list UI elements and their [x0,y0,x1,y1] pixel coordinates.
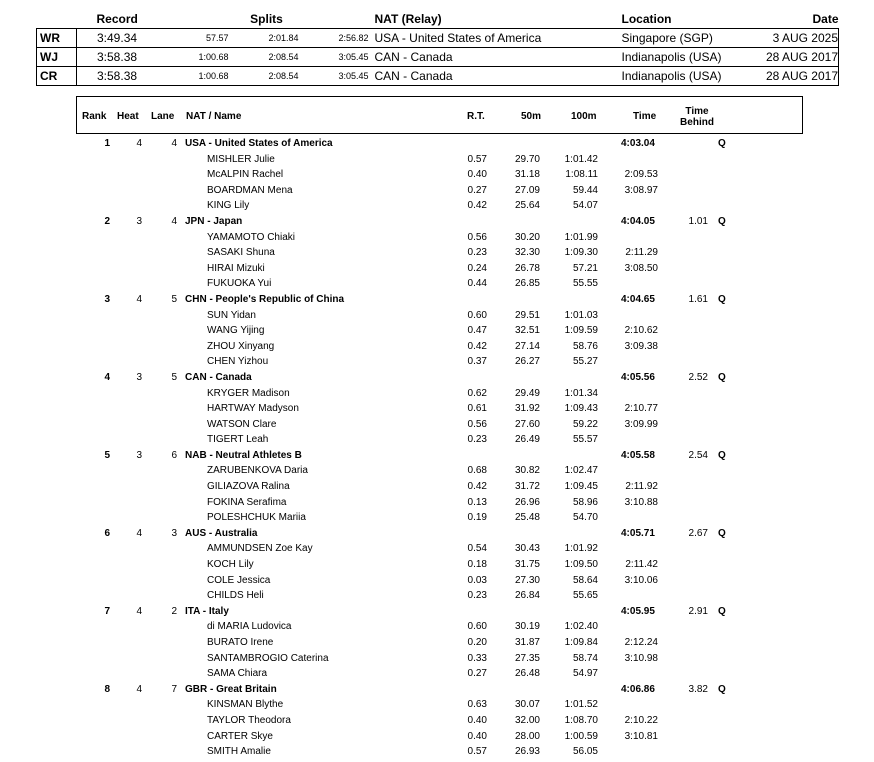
swimmer-row [0,433,874,449]
swimmer-split-50m: 27.30 [514,574,540,586]
record-code: WR [37,29,77,48]
swimmer-split-100m: 58.96 [572,496,598,508]
swimmer-row [0,667,874,683]
swimmer-name: KOCH Lily [207,559,254,571]
swimmer-reaction-time: 0.13 [467,496,487,508]
swimmer-cumulative-time: 2:11.92 [625,481,658,493]
swimmer-cumulative-time: 2:12.24 [624,637,658,648]
record-s2: 2:08.54 [235,67,305,86]
swimmer-cumulative-time: 2:11.42 [625,559,658,571]
swimmer-row [0,511,874,527]
swimmer-name: POLESHCHUK Mariia [207,512,306,524]
swimmer-split-50m: 30.43 [514,543,540,555]
record-time: 3:49.34 [77,29,159,48]
swimmer-split-50m: 28.00 [514,730,540,742]
swimmer-reaction-time: 0.68 [467,465,487,477]
swimmer-split-100m: 1:01.52 [564,699,598,711]
team-time-behind: 3.82 [688,683,708,695]
col-heat: Heat [117,111,139,122]
team-time-behind: 2.54 [688,449,708,461]
team-heat: 3 [136,215,142,227]
swimmer-reaction-time: 0.57 [467,153,487,165]
swimmer-name: HIRAI Mizuki [207,262,265,274]
swimmer-split-100m: 55.65 [572,590,598,602]
swimmer-name: CHILDS Heli [207,590,264,602]
col-nat-name: NAT / Name [186,111,242,122]
swimmer-row [0,730,874,746]
swimmer-name: TAYLOR Theodora [207,714,291,726]
swimmer-name: SAMA Chiara [207,668,268,680]
swimmer-split-100m: 59.22 [572,418,598,430]
team-rank: 4 [104,371,110,383]
swimmer-split-50m: 31.72 [514,481,540,493]
swimmer-split-50m: 27.60 [514,418,540,430]
team-row [0,683,874,699]
team-heat: 4 [136,293,142,305]
swimmer-split-50m: 30.82 [514,465,540,477]
col-rank: Rank [82,111,107,122]
swimmer-name: ZHOU Xinyang [207,340,275,352]
swimmer-name: WATSON Clare [207,418,277,430]
swimmer-cumulative-time: 3:08.50 [624,262,658,274]
qualified-badge: Q [718,449,726,461]
swimmer-row [0,340,874,356]
col-time-behind-line2: Behind [680,117,714,128]
record-code: CR [37,67,77,86]
swimmer-row [0,199,874,215]
team-nat: CHN - People's Republic of China [185,293,345,305]
swimmer-split-100m: 1:01.03 [564,309,598,321]
swimmer-row [0,745,874,761]
team-row [0,137,874,153]
swimmer-name: CHEN Yizhou [207,356,269,368]
swimmer-reaction-time: 0.40 [467,714,487,726]
records-header-row [37,10,839,29]
swimmer-name: KRYGER Madison [207,387,290,399]
swimmer-name: SUN Yidan [207,309,256,321]
swimmer-split-100m: 1:02.47 [564,465,598,477]
records-header-location: Location [621,12,672,26]
swimmer-row [0,153,874,169]
swimmer-reaction-time: 0.40 [467,169,487,181]
team-nat: AUS - Australia [185,527,258,539]
swimmer-split-50m: 27.14 [514,340,540,352]
swimmer-split-50m: 31.87 [514,637,540,648]
swimmer-row [0,309,874,325]
qualified-badge: Q [718,371,726,383]
team-heat: 4 [136,605,142,617]
swimmer-split-50m: 25.48 [514,512,540,524]
swimmer-reaction-time: 0.57 [467,746,487,758]
qualified-badge: Q [718,138,726,149]
swimmer-split-100m: 1:01.99 [564,231,598,243]
team-row [0,527,874,543]
record-nat: CAN - Canada [375,48,622,67]
swimmer-split-50m: 32.51 [514,325,540,337]
swimmer-name: KING Lily [207,200,250,212]
team-lane: 7 [171,683,177,695]
swimmer-reaction-time: 0.27 [467,668,487,680]
record-row [37,48,839,67]
qualified-badge: Q [718,215,726,227]
swimmer-split-100m: 54.07 [572,200,598,212]
swimmer-row [0,496,874,512]
swimmer-split-50m: 27.35 [514,652,540,664]
swimmer-reaction-time: 0.27 [467,184,487,196]
swimmer-row [0,402,874,418]
swimmer-cumulative-time: 3:09.99 [624,418,658,430]
swimmer-name: SANTAMBROGIO Caterina [207,652,329,664]
team-lane: 2 [171,605,177,617]
team-nat: CAN - Canada [185,371,252,383]
swimmer-split-50m: 30.07 [514,699,540,711]
swimmer-split-100m: 1:00.59 [564,730,598,742]
swimmer-split-50m: 26.84 [514,590,540,602]
swimmer-split-100m: 1:02.40 [564,621,598,633]
swimmer-row [0,574,874,590]
record-s1: 1:00.68 [159,48,235,67]
swimmer-row [0,231,874,247]
team-heat: 4 [136,527,142,539]
team-time: 4:04.65 [621,293,655,305]
team-row [0,449,874,465]
record-s1: 1:00.68 [159,67,235,86]
swimmer-split-50m: 31.18 [514,169,540,181]
swimmer-split-50m: 29.49 [514,387,540,399]
swimmer-reaction-time: 0.61 [467,403,487,415]
swimmer-split-50m: 32.00 [514,714,540,726]
swimmer-split-100m: 57.21 [572,262,598,274]
swimmer-name: GILIAZOVA Ralina [207,481,290,493]
record-row [37,67,839,86]
swimmer-name: di MARIA Ludovica [207,621,292,633]
team-row [0,371,874,387]
records-header-record: Record [96,12,138,26]
swimmer-row [0,184,874,200]
swimmer-row [0,542,874,558]
swimmer-row [0,246,874,262]
swimmer-reaction-time: 0.62 [467,387,487,399]
swimmer-name: KINSMAN Blythe [207,699,284,711]
team-row [0,215,874,231]
swimmer-reaction-time: 0.60 [467,309,487,321]
swimmer-split-100m: 56.05 [572,746,598,758]
swimmer-split-100m: 1:09.59 [564,325,598,337]
swimmer-reaction-time: 0.18 [467,559,487,571]
swimmer-row [0,558,874,574]
swimmer-row [0,652,874,668]
qualified-badge: Q [718,605,726,617]
record-s2: 2:08.54 [235,48,305,67]
swimmer-reaction-time: 0.33 [467,652,487,664]
swimmer-split-50m: 26.96 [514,496,540,508]
swimmer-split-50m: 26.85 [514,278,540,290]
team-row [0,293,874,309]
swimmer-split-100m: 1:08.11 [565,169,598,181]
swimmer-row [0,620,874,636]
record-code: WJ [37,48,77,67]
swimmer-row [0,714,874,730]
swimmer-name: WANG Yijing [207,325,265,337]
swimmer-reaction-time: 0.42 [467,340,487,352]
record-time: 3:58.38 [77,67,159,86]
swimmer-reaction-time: 0.63 [467,699,487,711]
col-time: Time [633,111,657,122]
swimmer-row [0,262,874,278]
record-s2: 2:01.84 [235,29,305,48]
records-header-splits: Splits [250,12,283,26]
record-location: Singapore (SGP) [622,29,762,48]
swimmer-split-100m: 54.70 [572,512,598,524]
swimmer-split-50m: 26.48 [514,668,540,680]
records-header-date: Date [812,12,839,26]
team-lane: 5 [171,293,177,305]
team-rank: 1 [104,138,110,149]
swimmer-row [0,277,874,293]
swimmer-split-100m: 1:09.84 [564,637,598,648]
swimmer-split-100m: 1:09.43 [564,403,598,415]
swimmer-reaction-time: 0.03 [467,574,487,586]
swimmer-row [0,355,874,371]
swimmer-cumulative-time: 3:10.98 [624,652,658,664]
swimmer-split-50m: 26.27 [514,356,540,368]
swimmer-reaction-time: 0.37 [467,356,487,368]
swimmer-split-50m: 26.93 [514,746,540,758]
team-nat: GBR - Great Britain [185,683,277,695]
swimmer-split-50m: 29.51 [514,309,540,321]
swimmer-reaction-time: 0.54 [467,543,487,555]
swimmer-cumulative-time: 2:11.29 [625,247,658,259]
swimmer-name: AMMUNDSEN Zoe Kay [207,543,313,555]
swimmer-split-50m: 26.78 [514,262,540,274]
swimmer-row [0,480,874,496]
team-time-behind: 2.67 [688,527,708,539]
team-rank: 6 [104,527,110,539]
swimmer-cumulative-time: 3:09.38 [624,340,658,352]
record-location: Indianapolis (USA) [622,67,762,86]
swimmer-split-50m: 31.92 [514,403,540,415]
swimmer-row [0,418,874,434]
team-nat: ITA - Italy [185,605,229,617]
swimmer-name: FOKINA Serafima [207,496,287,508]
team-time-behind: 2.91 [688,605,708,617]
swimmer-cumulative-time: 2:10.62 [624,325,658,337]
team-nat: JPN - Japan [185,215,243,227]
record-time: 3:58.38 [77,48,159,67]
swimmer-name: MISHLER Julie [207,153,275,165]
swimmer-split-50m: 31.75 [514,559,540,571]
record-date: 28 AUG 2017 [762,48,839,67]
swimmer-reaction-time: 0.20 [467,637,487,648]
swimmer-split-100m: 54.97 [572,668,598,680]
qualified-badge: Q [718,293,726,305]
swimmer-split-50m: 30.20 [514,231,540,243]
team-time: 4:05.95 [621,605,655,617]
team-time: 4:03.04 [621,138,655,149]
team-rank: 8 [104,683,110,695]
team-time: 4:05.71 [621,527,655,539]
swimmer-split-100m: 55.55 [572,278,598,290]
swimmer-reaction-time: 0.24 [467,262,487,274]
swimmer-split-100m: 58.76 [572,340,598,352]
col-rt: R.T. [467,111,485,122]
swimmer-reaction-time: 0.47 [467,325,487,337]
team-time-behind: 1.01 [688,215,708,227]
swimmer-name: HARTWAY Madyson [207,403,299,415]
swimmer-reaction-time: 0.44 [467,278,487,290]
swimmer-row [0,387,874,403]
swimmer-split-100m: 55.27 [572,356,598,368]
swimmer-cumulative-time: 2:10.77 [624,403,658,415]
team-lane: 6 [171,449,177,461]
qualified-badge: Q [718,683,726,695]
swimmer-cumulative-time: 2:09.53 [624,169,658,181]
record-date: 28 AUG 2017 [762,67,839,86]
record-s3: 3:05.45 [305,67,375,86]
swimmer-reaction-time: 0.23 [467,434,487,446]
team-time: 4:05.56 [621,371,655,383]
swimmer-split-100m: 55.57 [572,434,598,446]
team-nat: NAB - Neutral Athletes B [185,449,302,461]
swimmer-split-50m: 26.49 [514,434,540,446]
swimmer-name: YAMAMOTO Chiaki [207,231,295,243]
records-table [36,10,839,86]
col-time-behind-line1: Time [685,106,709,117]
col-lane: Lane [151,111,175,122]
swimmer-reaction-time: 0.60 [467,621,487,633]
team-heat: 4 [136,683,142,695]
swimmer-split-100m: 58.64 [572,574,598,586]
swimmer-split-100m: 1:09.45 [564,481,598,493]
swimmer-name: FUKUOKA Yui [207,278,272,290]
swimmer-reaction-time: 0.23 [467,590,487,602]
swimmer-reaction-time: 0.56 [467,231,487,243]
team-heat: 3 [136,449,142,461]
record-s3: 2:56.82 [305,29,375,48]
swimmer-split-100m: 58.74 [572,652,598,664]
col-time-behind [677,106,717,128]
swimmer-cumulative-time: 3:10.88 [624,496,658,508]
team-rank: 3 [104,293,110,305]
results-list [0,137,874,761]
team-rank: 2 [104,215,110,227]
swimmer-row [0,636,874,652]
swimmer-name: SASAKI Shuna [207,247,275,259]
swimmer-name: BOARDMAN Mena [207,184,293,196]
team-rank: 5 [104,449,110,461]
swimmer-cumulative-time: 2:10.22 [624,714,658,726]
qualified-badge: Q [718,527,726,539]
swimmer-split-100m: 1:09.30 [564,247,598,259]
team-rank: 7 [104,605,110,617]
team-time-behind: 2.52 [688,371,708,383]
swimmer-name: TIGERT Leah [207,434,269,446]
team-time: 4:05.58 [621,449,655,461]
swimmer-row [0,589,874,605]
swimmer-row [0,324,874,340]
swimmer-split-100m: 1:01.34 [564,387,598,399]
swimmer-row [0,168,874,184]
col-50m: 50m [521,111,542,122]
swimmer-split-100m: 1:09.50 [564,559,598,571]
swimmer-split-50m: 25.64 [514,200,540,212]
swimmer-split-100m: 1:01.92 [564,543,598,555]
swimmer-reaction-time: 0.19 [467,512,487,524]
team-heat: 3 [136,371,142,383]
swimmer-reaction-time: 0.42 [467,481,487,493]
swimmer-cumulative-time: 3:08.97 [624,184,658,196]
team-nat: USA - United States of America [185,138,333,149]
swimmer-cumulative-time: 3:10.81 [624,730,658,742]
swimmer-name: SMITH Amalie [207,746,271,758]
team-lane: 3 [171,527,177,539]
swimmer-name: BURATO Irene [207,637,274,648]
team-row [0,605,874,621]
results-header [76,96,803,134]
swimmer-reaction-time: 0.42 [467,200,487,212]
swimmer-cumulative-time: 3:10.06 [624,574,658,586]
team-lane: 4 [171,138,177,149]
swimmer-split-50m: 30.19 [514,621,540,633]
records-header-nat: NAT (Relay) [374,12,442,26]
swimmer-row [0,464,874,480]
swimmer-split-50m: 27.09 [514,184,540,196]
record-location: Indianapolis (USA) [622,48,762,67]
swimmer-name: CARTER Skye [207,730,273,742]
swimmer-reaction-time: 0.56 [467,418,487,430]
swimmer-split-100m: 59.44 [572,184,598,196]
record-s1: 57.57 [159,29,235,48]
record-nat: USA - United States of America [375,29,622,48]
swimmer-name: COLE Jessica [207,574,271,586]
record-date: 3 AUG 2025 [762,29,839,48]
swimmer-reaction-time: 0.23 [467,247,487,259]
swimmer-name: McALPIN Rachel [207,169,284,181]
team-time-behind: 1.61 [688,293,708,305]
swimmer-name: ZARUBENKOVA Daria [207,465,308,477]
record-row [37,29,839,48]
team-lane: 4 [171,215,177,227]
team-time: 4:04.05 [621,215,655,227]
swimmer-split-100m: 1:01.42 [564,153,598,165]
swimmer-row [0,698,874,714]
col-100m: 100m [571,111,597,122]
record-nat: CAN - Canada [375,67,622,86]
team-time: 4:06.86 [621,683,655,695]
swimmer-reaction-time: 0.40 [467,730,487,742]
team-heat: 4 [136,138,142,149]
swimmer-split-50m: 29.70 [514,153,540,165]
record-s3: 3:05.45 [305,48,375,67]
team-lane: 5 [171,371,177,383]
swimmer-split-100m: 1:08.70 [564,714,598,726]
swimmer-split-50m: 32.30 [514,247,540,259]
